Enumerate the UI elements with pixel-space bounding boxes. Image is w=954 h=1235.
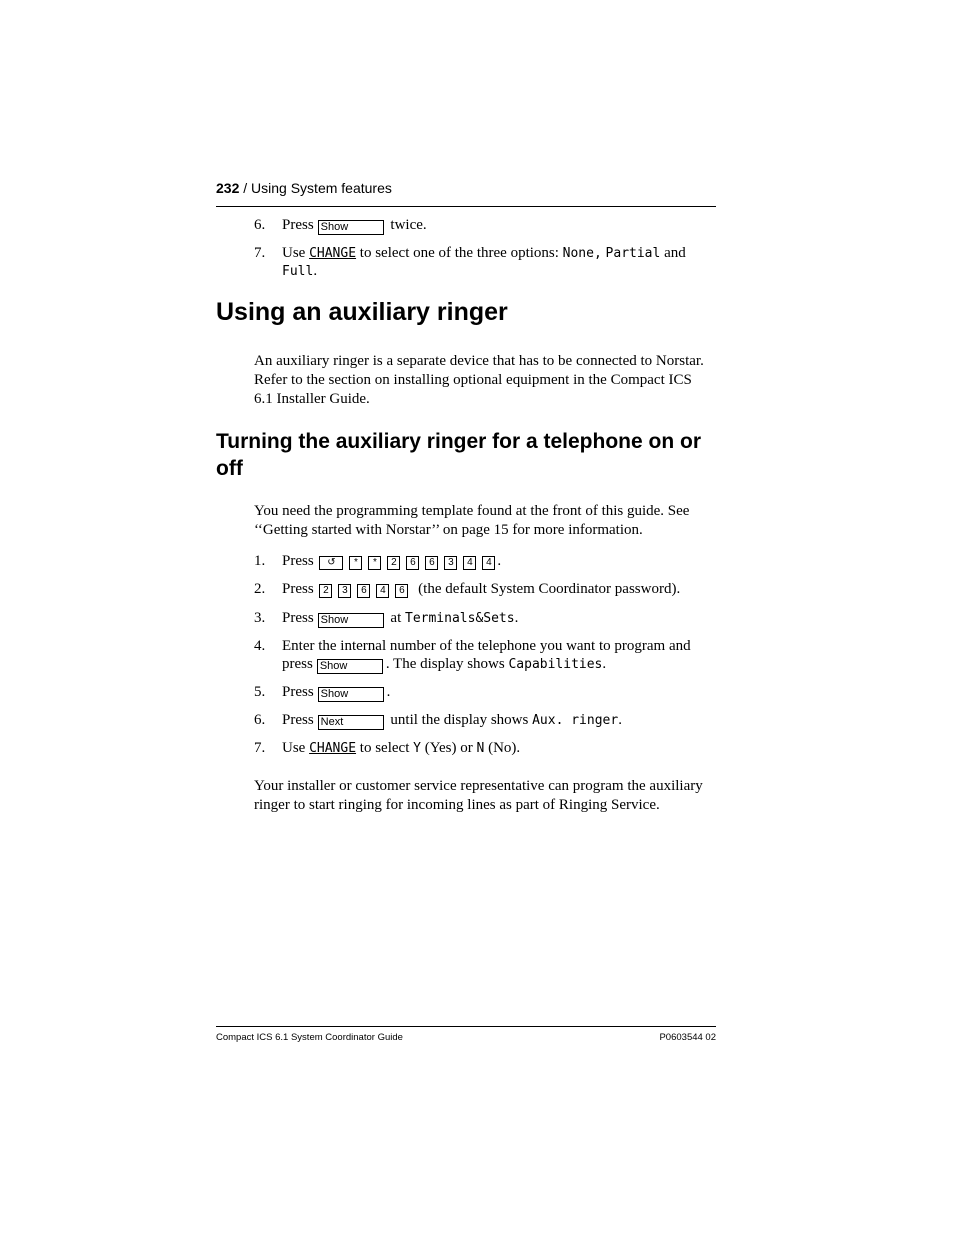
section-title: Using an auxiliary ringer xyxy=(216,298,508,326)
step-number: 7. xyxy=(254,245,266,261)
page-number: 232 xyxy=(216,180,240,196)
top-step-7: Use CHANGE to select one of the three options: None, Partial and xyxy=(282,245,686,261)
digit-key: 3 xyxy=(444,556,457,570)
show-softkey: Show xyxy=(318,687,384,702)
step-number: 4. xyxy=(254,638,266,654)
page-header xyxy=(216,180,716,207)
step-1: Press ↺ * * 2 6 6 3 4 4 . xyxy=(282,553,502,569)
digit-key: 6 xyxy=(425,556,438,570)
digit-key: 2 xyxy=(319,584,332,598)
step-7: Use CHANGE to select Y (Yes) or N (No). xyxy=(282,740,521,756)
digit-key: 4 xyxy=(482,556,495,570)
star-key: * xyxy=(349,556,362,570)
change-softkey-label: CHANGE xyxy=(309,246,357,261)
step-number: 1. xyxy=(254,553,266,569)
page-footer xyxy=(216,1026,716,1045)
step-number: 6. xyxy=(254,217,266,233)
top-step-7-cont: Full. xyxy=(282,263,318,279)
template-note: You need the programming template found at the front of this guide. See ‘‘Getting started with Norstar’’ on page 15 for more information. xyxy=(254,503,690,538)
step-number: 2. xyxy=(254,581,266,597)
show-softkey: Show xyxy=(318,613,384,628)
step-number: 7. xyxy=(254,740,266,756)
footer-guide-title: Compact ICS 6.1 System Coordinator Guide xyxy=(216,1032,403,1043)
show-softkey: Show xyxy=(318,220,384,235)
step-5: Press Show . xyxy=(282,684,391,700)
digit-key: 6 xyxy=(406,556,419,570)
digit-key: 2 xyxy=(387,556,400,570)
feature-key: ↺ xyxy=(319,556,343,570)
digit-key: 6 xyxy=(357,584,370,598)
step-6: Press Next until the display shows Aux. ringer. xyxy=(282,712,622,728)
footer-part-number: P0603544 02 xyxy=(659,1032,716,1043)
intro-paragraph: An auxiliary ringer is a separate device that has to be connected to Norstar. Refer to the section on installing optional equipment in the Compact ICS 6.1 Installer Guide. xyxy=(254,353,704,407)
digit-key: 3 xyxy=(338,584,351,598)
closing-paragraph: Your installer or customer service representative can program the auxiliary ringer to start ringing for incoming lines as part of Ringing Service. xyxy=(254,778,703,813)
next-softkey: Next xyxy=(318,715,384,730)
top-step-6: Press Show twice. xyxy=(282,217,427,233)
step-2: Press 2 3 6 4 6 (the default System Coordinator password). xyxy=(282,581,681,597)
step-3: Press Show at Terminals&Sets. xyxy=(282,610,519,626)
digit-key: 4 xyxy=(463,556,476,570)
step-4-cont: press Show . The display shows Capabilities. xyxy=(282,656,607,672)
digit-key: 4 xyxy=(376,584,389,598)
change-softkey-label: CHANGE xyxy=(309,741,357,756)
show-softkey: Show xyxy=(317,659,383,674)
step-number: 3. xyxy=(254,610,266,626)
header-section: / Using System features xyxy=(239,180,392,196)
subsection-title: Turning the auxiliary ringer for a telephone on or off xyxy=(216,430,701,480)
star-key: * xyxy=(368,556,381,570)
step-4: Enter the internal number of the telephone you want to program and xyxy=(282,638,691,654)
digit-key: 6 xyxy=(395,584,408,598)
step-number: 6. xyxy=(254,712,266,728)
step-number: 5. xyxy=(254,684,266,700)
